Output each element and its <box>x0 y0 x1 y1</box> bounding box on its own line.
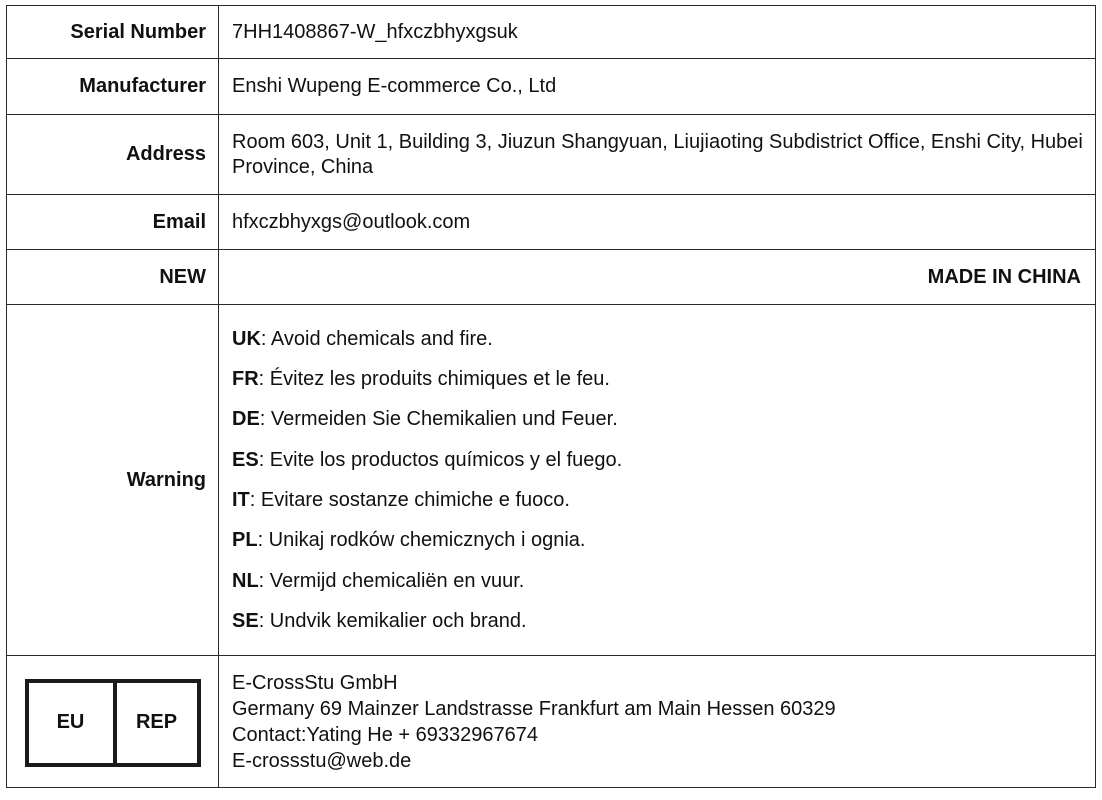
warning-text: : Evitare sostanze chimiche e fuoco. <box>249 489 570 511</box>
serial-number-row <box>7 6 1096 59</box>
address-value: Room 603, Unit 1, Building 3, Jiuzun Shangyuan, Liujiaoting Subdistrict Office, Enshi City, Hubei Province, China <box>219 115 1096 195</box>
warning-code: SE <box>232 609 259 632</box>
eu-rep-contact: Contact:Yating He + 69332967674 <box>232 723 538 746</box>
warning-text: : Undvik kemikalier och brand. <box>258 609 527 632</box>
warning-item-it <box>232 480 1083 520</box>
manufacturer-value: Enshi Wupeng E-commerce Co., Ltd <box>219 59 1096 115</box>
warning-item-se <box>232 601 1083 641</box>
warning-item-uk <box>232 319 1083 359</box>
email-label: Email <box>7 195 219 250</box>
warning-code: DE <box>232 408 260 431</box>
eu-rep-badge-eu: EU <box>29 683 117 763</box>
warning-item-fr <box>232 359 1083 399</box>
warning-label: Warning <box>7 305 219 656</box>
address-label: Address <box>7 115 219 195</box>
eu-rep-row <box>7 656 1096 788</box>
email-value: hfxczbhyxgs@outlook.com <box>219 195 1096 250</box>
eu-rep-badge-cell <box>7 656 219 788</box>
warning-code: UK <box>232 327 261 350</box>
warning-text: : Avoid chemicals and fire. <box>260 327 493 350</box>
warning-text: : Evite los productos químicos y el fuego. <box>258 448 623 471</box>
warning-row <box>7 305 1096 656</box>
warning-code: NL <box>232 569 259 592</box>
new-row <box>7 250 1096 305</box>
serial-number-label: Serial Number <box>7 6 219 59</box>
manufacturer-label: Manufacturer <box>7 59 219 115</box>
warning-list <box>232 319 1083 641</box>
made-in-china: MADE IN CHINA <box>219 250 1096 305</box>
warning-text: : Évitez les produits chimiques et le feu. <box>258 368 610 391</box>
warning-item-de <box>232 399 1083 439</box>
warning-code: PL <box>232 529 258 552</box>
manufacturer-row <box>7 59 1096 115</box>
eu-rep-badge <box>25 679 201 767</box>
warning-code: IT <box>232 489 250 511</box>
warning-code: ES <box>232 448 259 471</box>
serial-number-value: 7HH1408867-W_hfxczbhyxgsuk <box>219 6 1096 59</box>
warning-text: : Vermeiden Sie Chemikalien und Feuer. <box>259 408 618 431</box>
address-row <box>7 115 1096 195</box>
eu-rep-company: E-CrossStu GmbH <box>232 671 398 694</box>
warning-item-pl <box>232 520 1083 560</box>
warning-code: FR <box>232 368 259 391</box>
warning-list-cell <box>219 305 1096 656</box>
eu-rep-details <box>219 656 1096 788</box>
product-label-table <box>6 5 1096 788</box>
email-row <box>7 195 1096 250</box>
warning-text: : Vermijd chemicaliën en vuur. <box>258 569 525 592</box>
new-label: NEW <box>7 250 219 305</box>
warning-item-es <box>232 440 1083 480</box>
warning-text: : Unikaj rodków chemicznych i ognia. <box>257 529 586 552</box>
warning-item-nl <box>232 561 1083 601</box>
eu-rep-email: E-crossstu@web.de <box>232 749 412 772</box>
eu-rep-address: Germany 69 Mainzer Landstrasse Frankfurt am Main Hessen 60329 <box>232 697 836 720</box>
eu-rep-badge-rep: REP <box>135 711 178 733</box>
